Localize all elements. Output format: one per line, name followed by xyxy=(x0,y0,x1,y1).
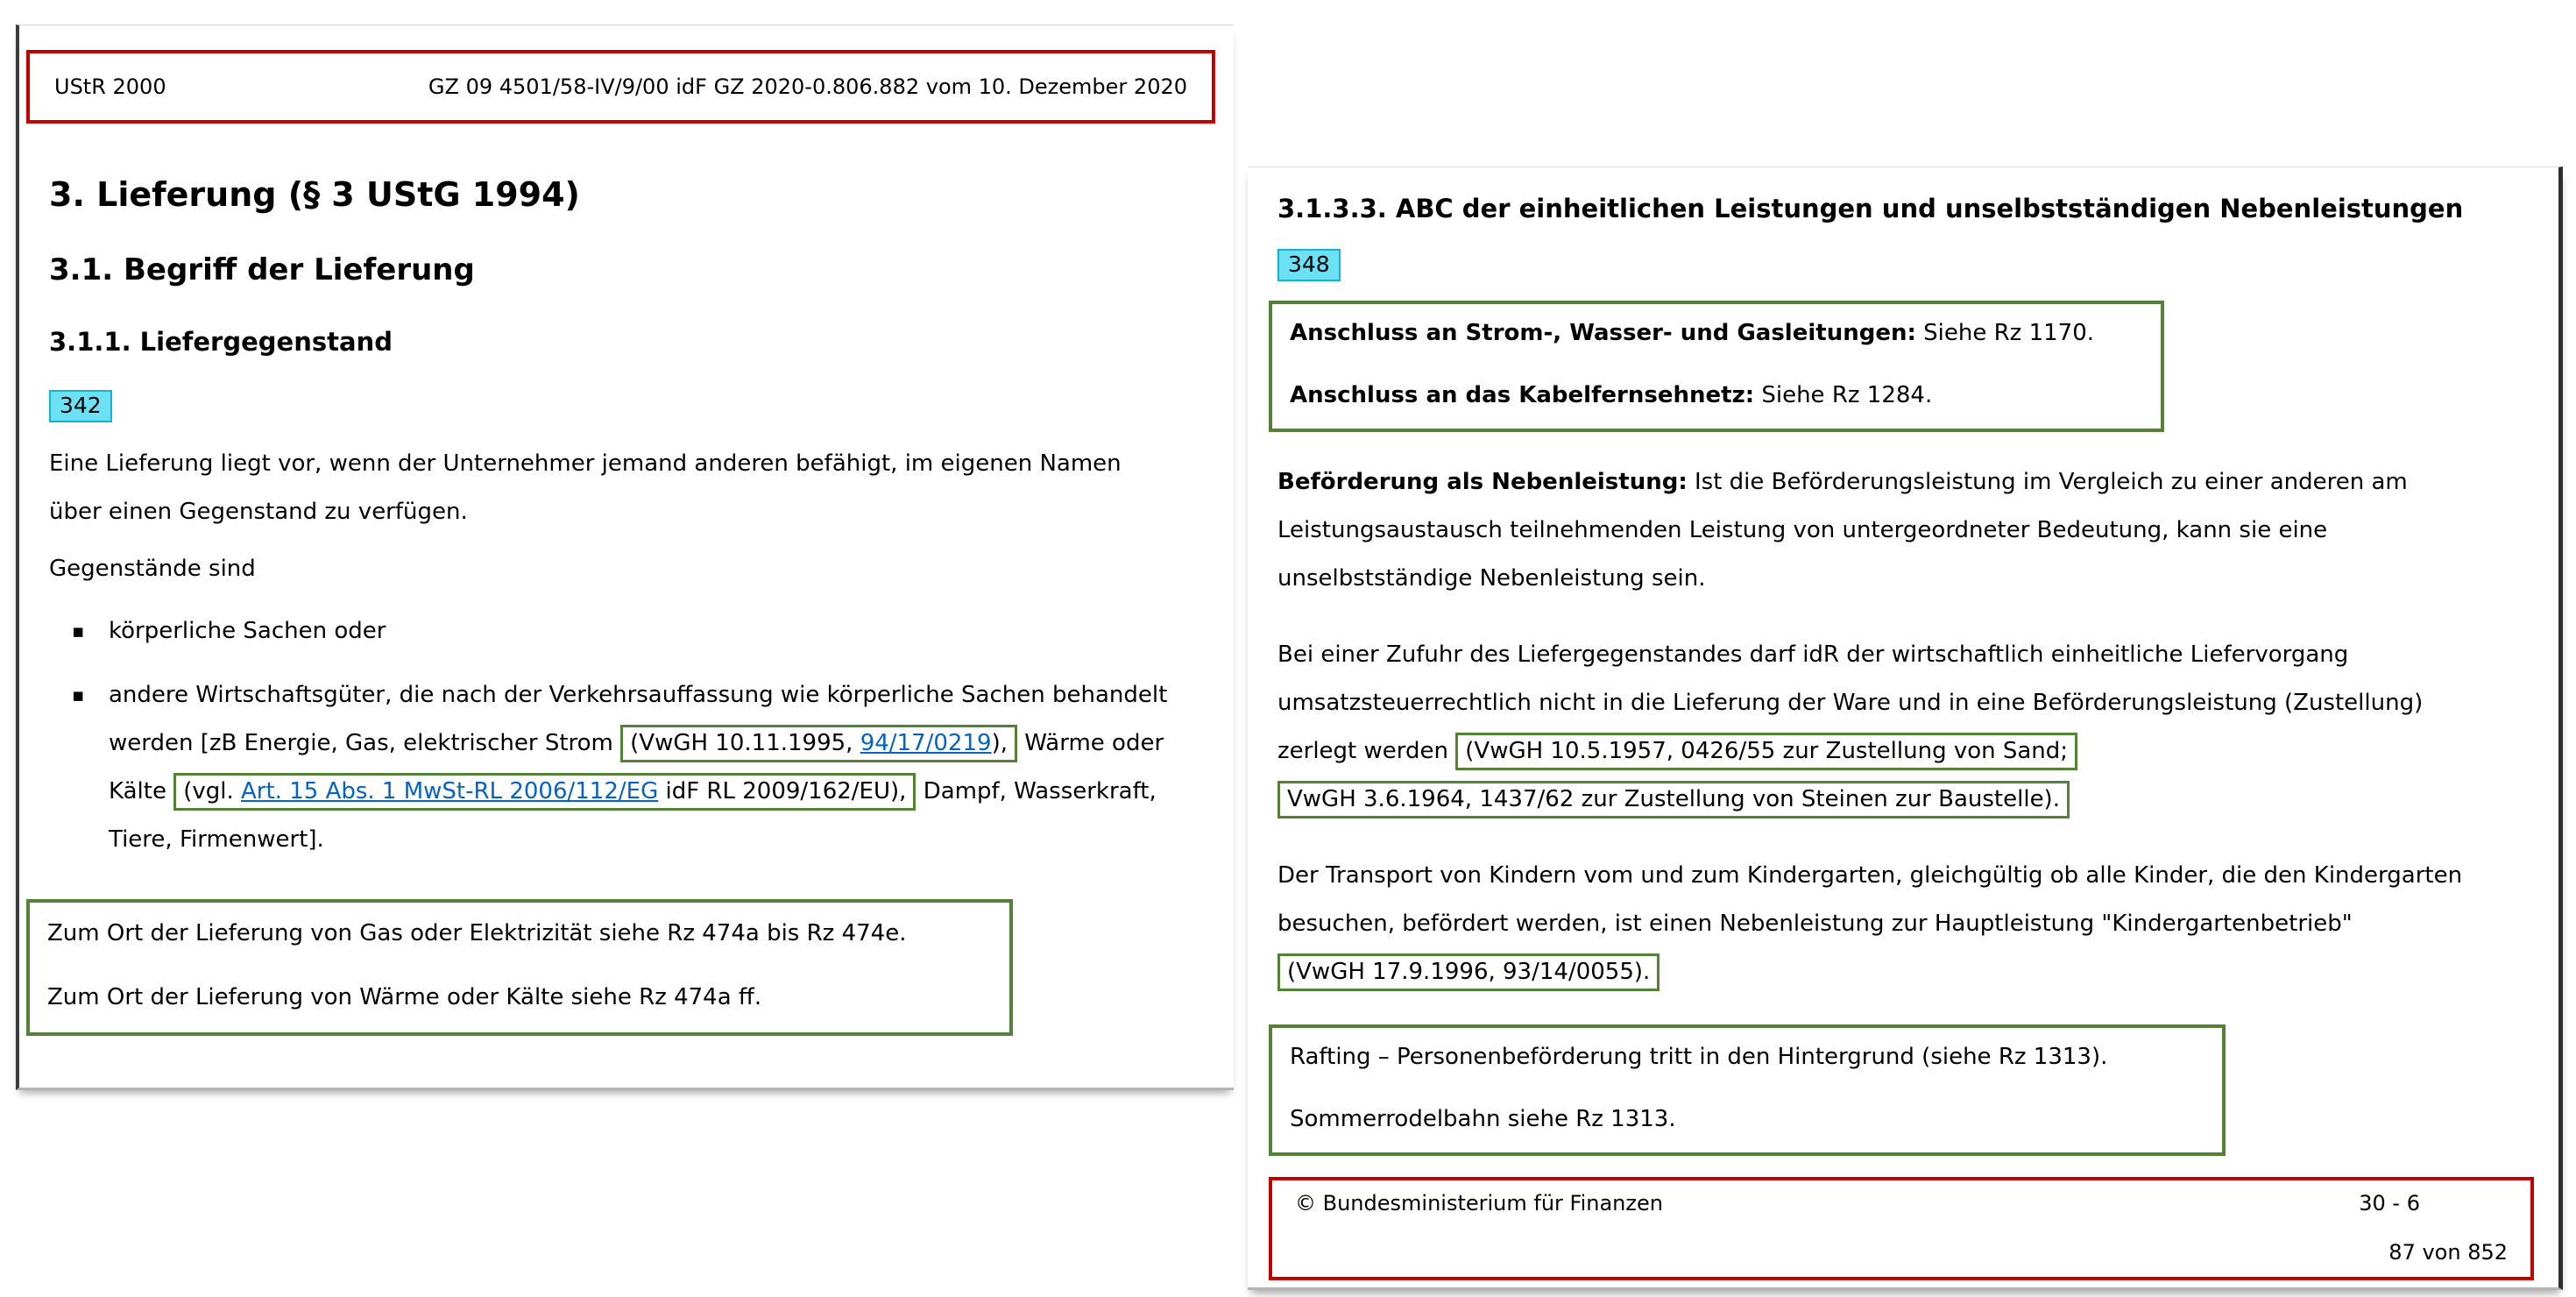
rz-number-badge: 348 xyxy=(1277,249,1341,281)
copyright-text: © Bundesministerium für Finanzen xyxy=(1295,1190,1663,1215)
citation-box xyxy=(1277,953,1660,991)
citation-box xyxy=(1277,781,2070,819)
abc-entry xyxy=(1290,309,2143,358)
text-segment: andere Wirtschaftsgüter, die nach der Verkehrsauffassung wie körperliche Sachen behandelt werden [zB Energie, Gas, elektrischer Strom xyxy=(109,682,1168,757)
text-segment: ), xyxy=(991,730,1008,757)
text-segment: (vgl. xyxy=(183,778,242,805)
abc-entry-text: Siehe Rz 1284. xyxy=(1754,381,1933,408)
bullet-icon: ▪ xyxy=(72,620,85,642)
doc-title: UStR 2000 xyxy=(54,74,166,99)
text-segment: Ist die Beförderungsleistung im Vergleich zu einer anderen am Leistungsaustausch teilnehmenden Leistung von untergeordneter Bedeutung, kann sie eine unselbstständige Nebenleistung sein. xyxy=(1277,468,2408,592)
list-item xyxy=(49,607,1207,656)
section-page-number: 30 - 6 xyxy=(2359,1190,2420,1215)
bullet-list xyxy=(49,607,1207,864)
paragraph-zufuhr xyxy=(1277,631,2506,824)
subsubsection-heading: 3.1.1. Liefergegenstand xyxy=(49,326,393,357)
abc-entries-box xyxy=(1269,301,2164,432)
text-segment: (VwGH 17.9.1996, 93/14/0055). xyxy=(1287,958,1651,985)
note-line: Rafting – Personenbeförderung tritt in den Hintergrund (siehe Rz 1313). xyxy=(1290,1043,2108,1070)
note-box xyxy=(1269,1024,2226,1156)
text-segment: (VwGH 10.11.1995, xyxy=(630,730,860,757)
document-page-right xyxy=(1248,167,2563,1290)
footer-line xyxy=(1295,1191,2508,1215)
paragraph-label: Beförderung als Nebenleistung: xyxy=(1277,468,1688,495)
doc-reference: GZ 09 4501/58-IV/9/00 idF GZ 2020-0.806.882 vom 10. Dezember 2020 xyxy=(428,74,1187,99)
page-indicator: 87 von 852 xyxy=(2388,1239,2508,1265)
footer-line xyxy=(1295,1240,2508,1265)
abc-entry-label: Anschluss an das Kabelfernsehnetz: xyxy=(1290,381,1755,408)
citation-box xyxy=(620,725,1017,762)
text-segment: Dampf, Wasserkraft, Tiere, Firmenwert]. xyxy=(109,778,1157,854)
text-segment: Bei einer Zufuhr des Liefergegenstandes darf idR der wirtschaftlich einheitliche Liefervorgang umsatzsteuerrechtlich nicht in die Lieferung der Ware und in eine Beförderungsleistung (Zustellung) zerlegt werden xyxy=(1277,641,2424,764)
note-line: Zum Ort der Lieferung von Wärme oder Kälte siehe Rz 474a ff. xyxy=(47,984,762,1011)
paragraph-intro: Gegenstände sind xyxy=(49,556,256,583)
paragraph-befoerderung xyxy=(1277,458,2506,603)
page-footer-box xyxy=(1269,1177,2534,1280)
section-heading: 3. Lieferung (§ 3 UStG 1994) xyxy=(49,175,580,214)
text-segment: VwGH 3.6.1964, 1437/62 zur Zustellung von Steinen zur Baustelle). xyxy=(1287,785,2060,812)
rz-badge-row xyxy=(1277,249,2558,281)
vwgh-citation-link[interactable]: 94/17/0219 xyxy=(860,730,992,757)
text-segment: (VwGH 10.5.1957, 0426/55 zur Zustellung von Sand; xyxy=(1465,737,2069,764)
paragraph-transport xyxy=(1277,852,2506,996)
text-segment: Wärme oder Kälte xyxy=(109,730,1164,805)
abc-section-heading: 3.1.3.3. ABC der einheitlichen Leistungen und unselbstständigen Nebenleistungen xyxy=(1277,194,2464,223)
note-line: Sommerrodelbahn siehe Rz 1313. xyxy=(1290,1105,1676,1132)
paragraph-definition: Eine Lieferung liegt vor, wenn der Unternehmer jemand anderen befähigt, im eigenen Namen über einen Gegenstand zu verfügen. xyxy=(49,450,1122,526)
page-header-box xyxy=(26,50,1215,124)
rz-number-badge: 342 xyxy=(49,390,112,422)
text-segment: idF RL 2009/162/EU), xyxy=(658,778,907,805)
abc-entry-label: Anschluss an Strom-, Wasser- und Gasleitungen: xyxy=(1290,319,1916,346)
list-item-text: körperliche Sachen oder xyxy=(109,618,386,645)
eu-directive-link[interactable]: Art. 15 Abs. 1 MwSt-RL 2006/112/EG xyxy=(241,778,659,805)
note-box xyxy=(26,899,1013,1036)
citation-box xyxy=(173,773,916,811)
document-page-left xyxy=(16,25,1234,1090)
text-segment: Der Transport von Kindern vom und zum Kindergarten, gleichgültig ob alle Kinder, die den Kindergarten besuchen, befördert werden, ist einen Nebenleistung zur Hauptleistung "Kindergartenbetrieb" xyxy=(1277,861,2463,937)
bullet-icon: ▪ xyxy=(72,684,85,706)
list-item-text xyxy=(109,682,1167,853)
list-item xyxy=(49,671,1207,864)
note-line: Zum Ort der Lieferung von Gas oder Elektrizität siehe Rz 474a bis Rz 474e. xyxy=(47,920,907,947)
citation-box xyxy=(1455,733,2077,770)
subsection-heading: 3.1. Begriff der Lieferung xyxy=(49,252,475,287)
abc-entry-text: Siehe Rz 1170. xyxy=(1915,319,2095,346)
abc-entry xyxy=(1290,372,2143,420)
rz-badge-row xyxy=(49,390,1234,422)
